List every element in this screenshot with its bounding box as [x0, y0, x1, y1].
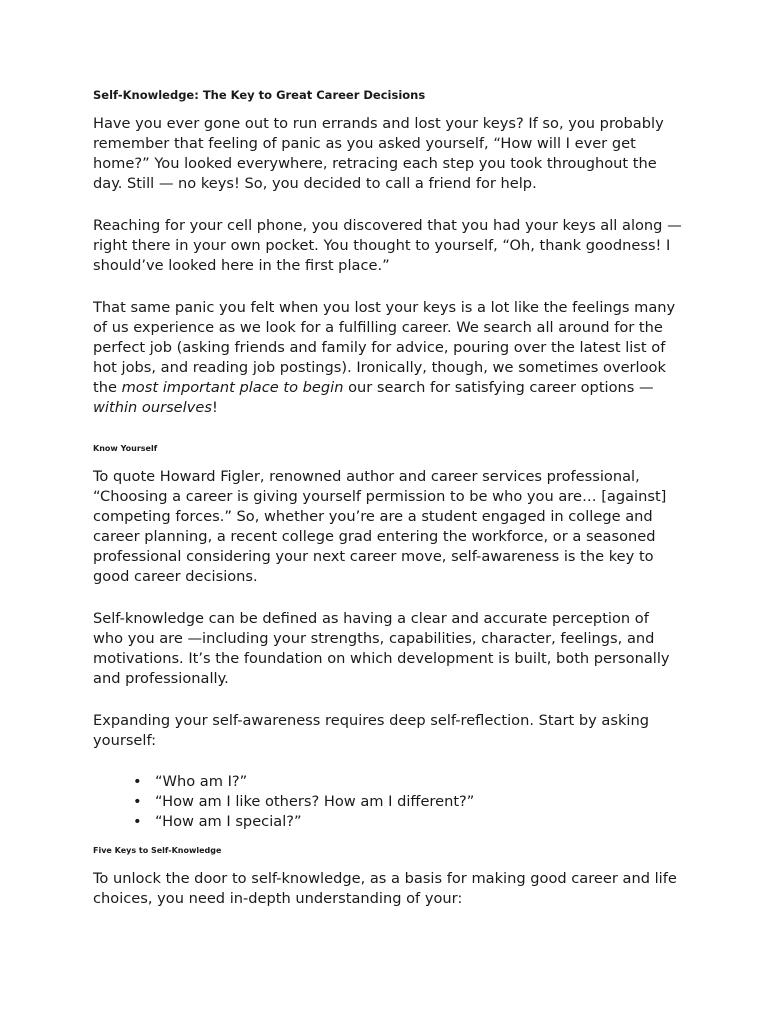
paragraph-figler-quote: To quote Howard Figler, renowned author and career services professional, “Choosing a career is giving yourself permission to be who you are… [against] competing forces.” So, whether you’re are a student engaged in college and career planning, a recent college grad entering the workforce, or a seasoned professional considering your next career move, self-awareness is the key to good career decisions. — [93, 468, 667, 585]
question-list — [93, 772, 683, 832]
list-item-text: “Who am I?” — [155, 773, 248, 790]
paragraph-career-search-emphasis-1: most important place to begin — [121, 379, 344, 396]
bullet-icon: • — [133, 813, 142, 830]
paragraph-career-search-text-3: ! — [211, 399, 218, 416]
list-item-text: “How am I like others? How am I different?” — [155, 793, 475, 810]
paragraph-unlock-door: To unlock the door to self-knowledge, as a basis for making good career and life choices, you need in-depth understanding of your: — [93, 870, 677, 907]
document-page — [93, 86, 683, 909]
paragraph-career-search — [93, 298, 683, 418]
paragraph-cell-phone: Reaching for your cell phone, you discovered that you had your keys all along — right there in your own pocket. You thought to yourself, “Oh, thank goodness! I should’ve looked here in the first place.” — [93, 217, 682, 274]
paragraph-self-knowledge-definition: Self-knowledge can be defined as having a clear and accurate perception of who you are —including your strengths, capabilities, character, feelings, and motivations. It’s the foundation on which development is built, both personally and professionally. — [93, 610, 670, 687]
list-item-text: “How am I special?” — [155, 813, 302, 830]
list-item — [133, 792, 683, 812]
section-heading-know-yourself: Know Yourself — [93, 444, 158, 453]
paragraph-career-search-text-1: That same panic you felt when you lost your keys is a lot like the feelings many of us experience as we look for a fulfilling career. We search all around for the perfect job (asking friends and family for advice, pouring over the latest list of hot jobs, and reading job postings). Ironically, though, we sometimes overlook the — [93, 299, 676, 396]
paragraph-self-reflection: Expanding your self-awareness requires deep self-reflection. Start by asking yourself: — [93, 712, 650, 749]
paragraph-lost-keys: Have you ever gone out to run errands and lost your keys? If so, you probably remember that feeling of panic as you asked yourself, “How will I ever get home?” You looked everywhere, retracing each step you took throughout the day. Still — no keys! So, you decided to call a friend for help. — [93, 115, 664, 192]
document-title: Self-Knowledge: The Key to Great Career Decisions — [93, 88, 426, 102]
list-item — [133, 812, 683, 832]
section-heading-five-keys: Five Keys to Self-Knowledge — [93, 846, 222, 855]
bullet-icon: • — [133, 793, 142, 810]
paragraph-career-search-emphasis-2: within ourselves — [93, 399, 212, 416]
bullet-icon: • — [133, 773, 142, 790]
list-item — [133, 772, 683, 792]
paragraph-career-search-text-2: our search for satisfying career options — — [343, 379, 654, 396]
